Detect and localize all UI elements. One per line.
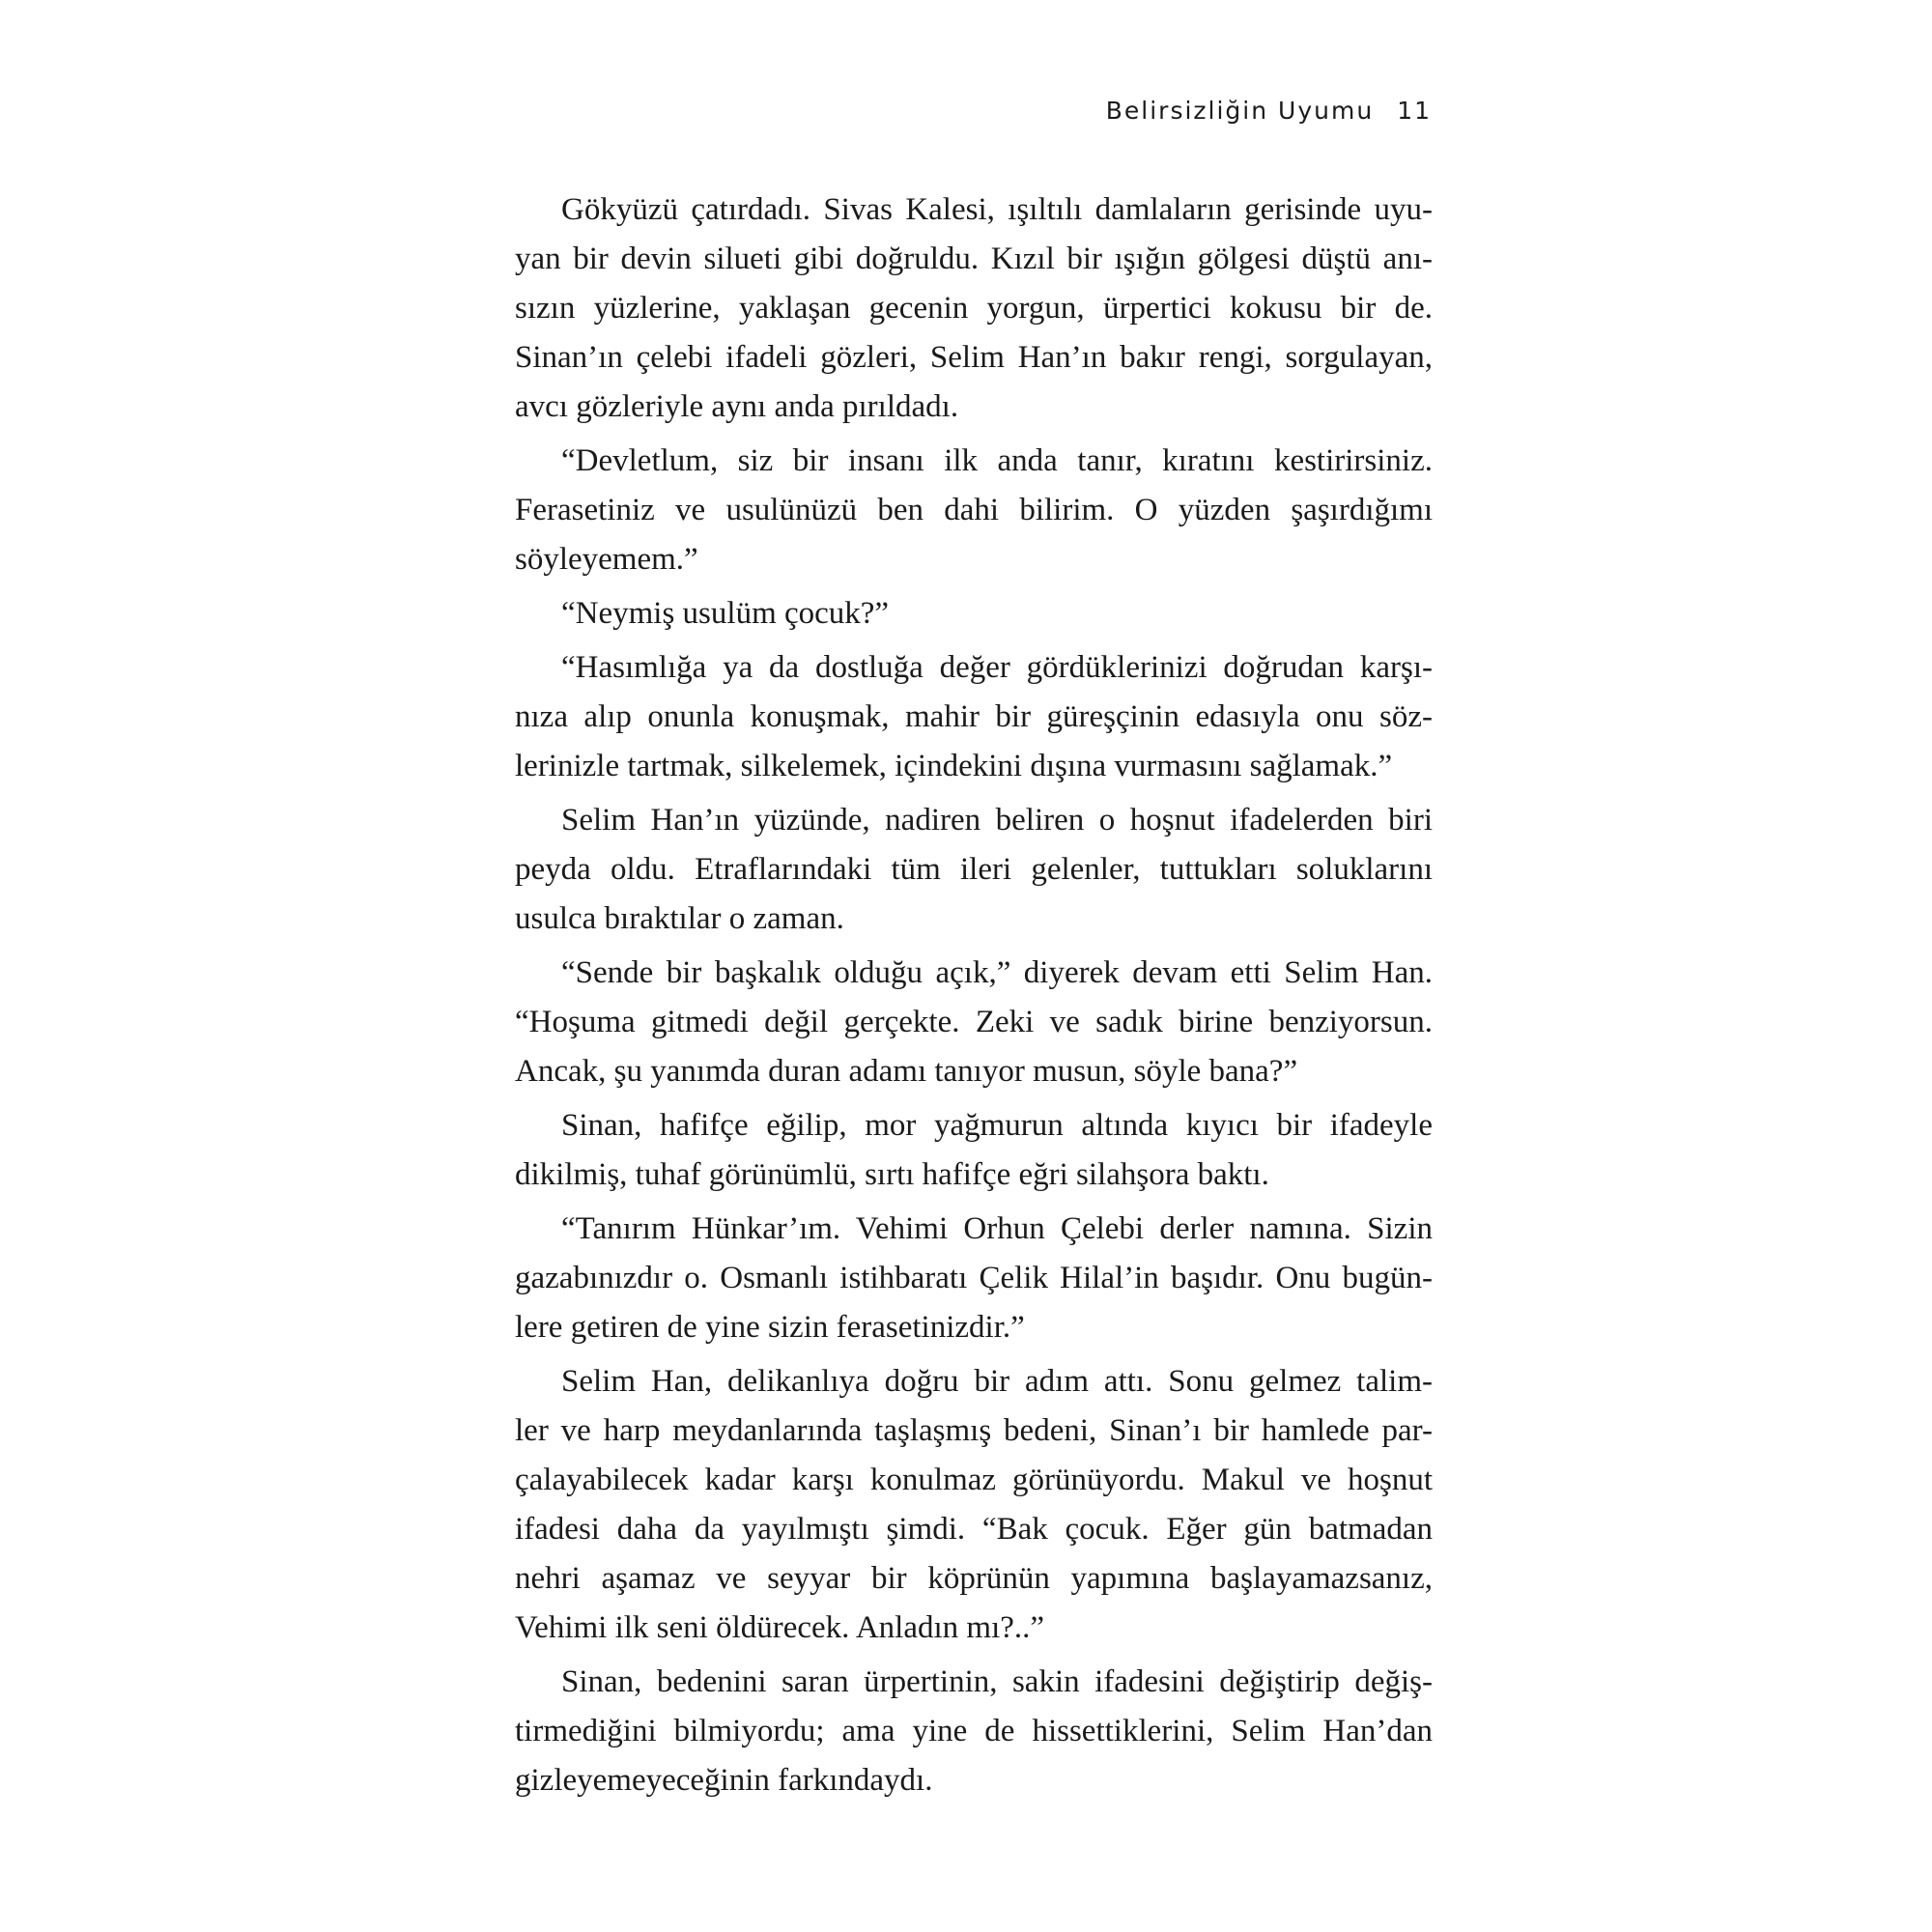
body-text [515, 185, 1433, 1810]
text-line: Sinan’ın çelebi ifadeli gözleri, Selim Han’ın bakır rengi, sorgulayan, [515, 340, 1433, 375]
text-line: tirmediğini bilmiyordu; ama yine de hissettiklerini, Selim Han’dan [515, 1714, 1433, 1748]
text-line: “Neymiş usulüm çocuk?” [561, 596, 890, 631]
text-line: Selim Han, delikanlıya doğru bir adım attı. Sonu gelmez talim- [561, 1364, 1433, 1399]
text-line: çalayabilecek kadar karşı konulmaz görünüyordu. Makul ve hoşnut [515, 1463, 1433, 1497]
paragraph [515, 949, 1433, 1096]
text-line: nıza alıp onunla konuşmak, mahir bir güreşçinin edasıyla onu söz- [515, 699, 1433, 734]
text-line: ifadesi daha da yayılmıştı şimdi. “Bak çocuk. Eğer gün batmadan [515, 1512, 1433, 1547]
text-line: Selim Han’ın yüzünde, nadiren beliren o hoşnut ifadelerden biri [561, 803, 1433, 838]
text-line: yan bir devin silueti gibi doğruldu. Kızıl bir ışığın gölgesi düştü anı- [515, 242, 1433, 276]
text-line: söyleyemem.” [515, 542, 698, 577]
text-line: nehri aşamaz ve seyyar bir köprünün yapımına başlayamazsanız, [515, 1561, 1433, 1596]
text-line: gizleyemeyeceğinin farkındaydı. [515, 1763, 933, 1798]
paragraph [515, 1357, 1433, 1653]
text-line: lere getiren de yine sizin ferasetinizdir.” [515, 1310, 1025, 1345]
text-line: “Tanırım Hünkar’ım. Vehimi Orhun Çelebi derler namına. Sizin [561, 1211, 1433, 1246]
text-line: lerinizle tartmak, silkelemek, içindekini dışına vurmasını sağlamak.” [515, 749, 1393, 783]
text-line: “Hasımlığa ya da dostluğa değer gördüklerinizi doğrudan karşı- [561, 650, 1433, 685]
paragraph [515, 185, 1433, 432]
paragraph [515, 1658, 1433, 1805]
paragraph [515, 1101, 1433, 1200]
text-line: dikilmiş, tuhaf görünümlü, sırtı hafifçe eğri silahşora baktı. [515, 1157, 1269, 1192]
paragraph [515, 437, 1433, 584]
text-line: “Devletlum, siz bir insanı ilk anda tanır, kıratını kestirirsiniz. [561, 443, 1433, 478]
text-line: Vehimi ilk seni öldürecek. Anladın mı?..” [515, 1610, 1045, 1645]
text-line: sızın yüzlerine, yaklaşan gecenin yorgun, ürpertici kokusu bir de. [515, 291, 1433, 326]
text-line: peyda oldu. Etraflarındaki tüm ileri gelenler, tuttukları soluklarını [515, 852, 1433, 887]
text-line: Sinan, bedenini saran ürpertinin, sakin ifadesini değiştirip değiş- [561, 1664, 1433, 1699]
text-line: Ferasetiniz ve usulünüzü ben dahi bilirim. O yüzden şaşırdığımı [515, 493, 1433, 527]
running-header [1106, 97, 1432, 125]
paragraph [515, 796, 1433, 944]
text-line: Gökyüzü çatırdadı. Sivas Kalesi, ışıltılı damlaların gerisinde uyu- [561, 192, 1433, 227]
paragraph [515, 1205, 1433, 1352]
text-line: “Sende bir başkalık olduğu açık,” diyerek devam etti Selim Han. [561, 955, 1433, 990]
paragraph [515, 589, 1433, 639]
text-line: Ancak, şu yanımda duran adamı tanıyor musun, söyle bana?” [515, 1054, 1298, 1089]
text-line: “Hoşuma gitmedi değil gerçekte. Zeki ve sadık birine benziyorsun. [515, 1005, 1433, 1039]
text-line: gazabınızdır o. Osmanlı istihbaratı Çelik Hilal’in başıdır. Onu bugün- [515, 1261, 1433, 1295]
text-line: Sinan, hafifçe eğilip, mor yağmurun altında kıyıcı bir ifadeyle [561, 1108, 1433, 1143]
text-line: usulca bıraktılar o zaman. [515, 901, 844, 936]
paragraph [515, 643, 1433, 791]
book-title: Belirsizliğin Uyumu [1105, 97, 1375, 125]
text-line: ler ve harp meydanlarında taşlaşmış bedeni, Sinan’ı bir hamlede par- [515, 1413, 1433, 1448]
page-number: 11 [1397, 97, 1432, 125]
text-line: avcı gözleriyle aynı anda pırıldadı. [515, 389, 959, 424]
